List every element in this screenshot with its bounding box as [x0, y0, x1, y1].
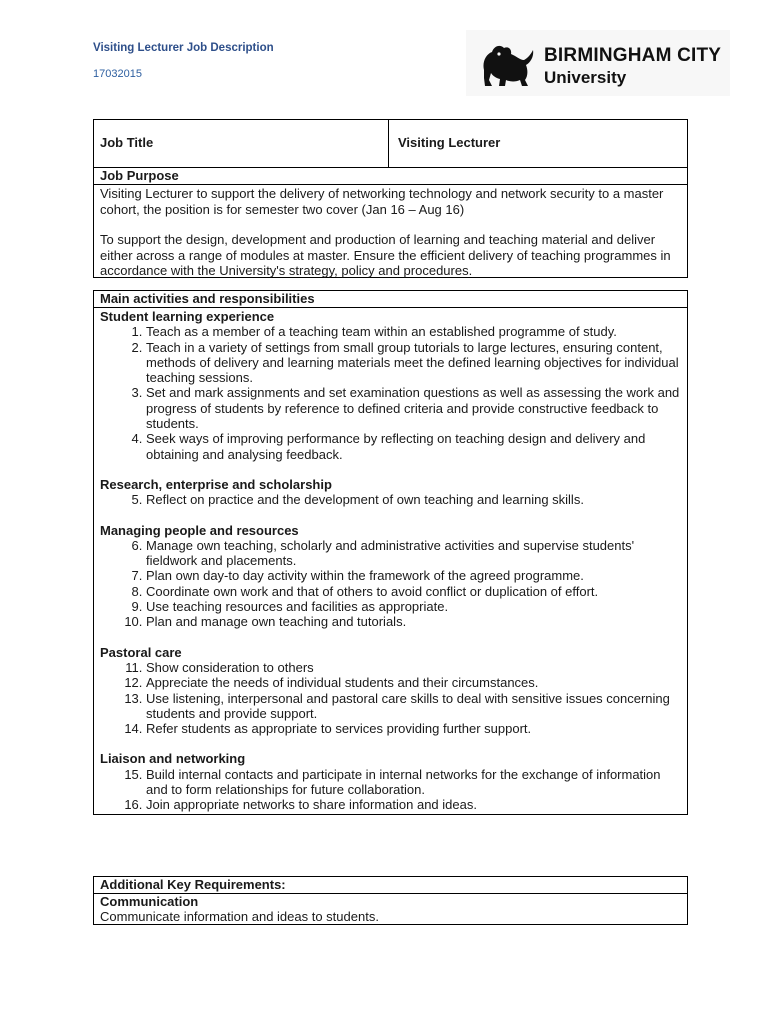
list-item: 12. Appreciate the needs of individual students and their circumstances. [146, 675, 681, 690]
list-pastoral [100, 660, 681, 736]
university-logo [466, 30, 730, 96]
section-title-student-learning: Student learning experience [100, 309, 275, 324]
activities-heading: Main activities and responsibilities [94, 291, 687, 308]
list-item: 2. Teach in a variety of settings from small group tutorials to large lectures, ensuring content, methods of delivery and learning materials meet the defined learning objectives for individual teaching sessions. [146, 340, 681, 386]
list-item: 15. Build internal contacts and participate in internal networks for the exchange of information and to form relationships for future collaboration. [146, 767, 681, 798]
job-purpose-paragraph: Visiting Lecturer to support the delivery of networking technology and network security to a master cohort, the position is for semester two cover (Jan 16 – Aug 16) [100, 186, 664, 217]
document-title: Visiting Lecturer Job Description [93, 42, 274, 54]
activities-table [93, 290, 688, 815]
job-title-table [93, 119, 688, 278]
section-title-research: Research, enterprise and scholarship [100, 476, 332, 492]
list-item: 14. Refer students as appropriate to services providing further support. [146, 721, 681, 736]
section-title-liaison: Liaison and networking [100, 751, 246, 767]
section-title-pastoral: Pastoral care [100, 644, 182, 660]
list-research [100, 492, 681, 507]
job-title-row [94, 120, 687, 168]
list-managing [100, 538, 681, 630]
additional-requirements-table [93, 876, 688, 925]
list-item: 3. Set and mark assignments and set examination questions as well as assessing the work and progress of students by reference to defined criteria and provide constructive feedback to students. [146, 385, 681, 431]
list-liaison [100, 767, 681, 813]
lion-icon [478, 40, 536, 88]
section-title-managing: Managing people and resources [100, 522, 299, 538]
job-purpose-body [94, 185, 687, 277]
list-student-learning [100, 324, 681, 462]
list-item: 1. Teach as a member of a teaching team within an established programme of study. [146, 324, 681, 339]
job-title-label-cell [94, 120, 389, 167]
job-title-value: Visiting Lecturer [398, 135, 501, 150]
list-item: 4. Seek ways of improving performance by reflecting on teaching design and delivery and obtaining and analysing feedback. [146, 431, 681, 462]
activities-content [94, 308, 687, 815]
additional-heading: Additional Key Requirements: [94, 877, 687, 894]
list-item: 5. Reflect on practice and the development of own teaching and learning skills. [146, 492, 681, 507]
job-purpose-paragraph: To support the design, development and production of learning and teaching material and deliver either across a range of modules at master. Ensure the efficient delivery of teaching programmes in accordance with the University's strategy, policy and procedures. [100, 232, 671, 278]
job-purpose-label: Job Purpose [94, 168, 687, 185]
list-item: 11. Show consideration to others [146, 660, 681, 675]
list-item: 7. Plan own day-to day activity within the framework of the agreed programme. [146, 568, 681, 583]
document-code: 17032015 [93, 68, 142, 80]
job-title-label: Job Title [100, 135, 154, 150]
list-item: 8. Coordinate own work and that of others to avoid conflict or duplication of effort. [146, 584, 681, 599]
list-item: 9. Use teaching resources and facilities as appropriate. [146, 599, 681, 614]
logo-text-line1: BIRMINGHAM CITY [544, 45, 722, 66]
list-item: 16. Join appropriate networks to share information and ideas. [146, 797, 681, 812]
communication-title: Communication [100, 894, 199, 909]
list-item: 10. Plan and manage own teaching and tutorials. [146, 614, 681, 629]
list-item: 13. Use listening, interpersonal and pastoral care skills to deal with sensitive issues concerning students and provide support. [146, 691, 681, 722]
list-item: 6. Manage own teaching, scholarly and administrative activities and supervise students' fieldwork and placements. [146, 538, 681, 569]
logo-text-line2: University [544, 68, 627, 87]
communication-text: Communicate information and ideas to students. [100, 909, 379, 924]
